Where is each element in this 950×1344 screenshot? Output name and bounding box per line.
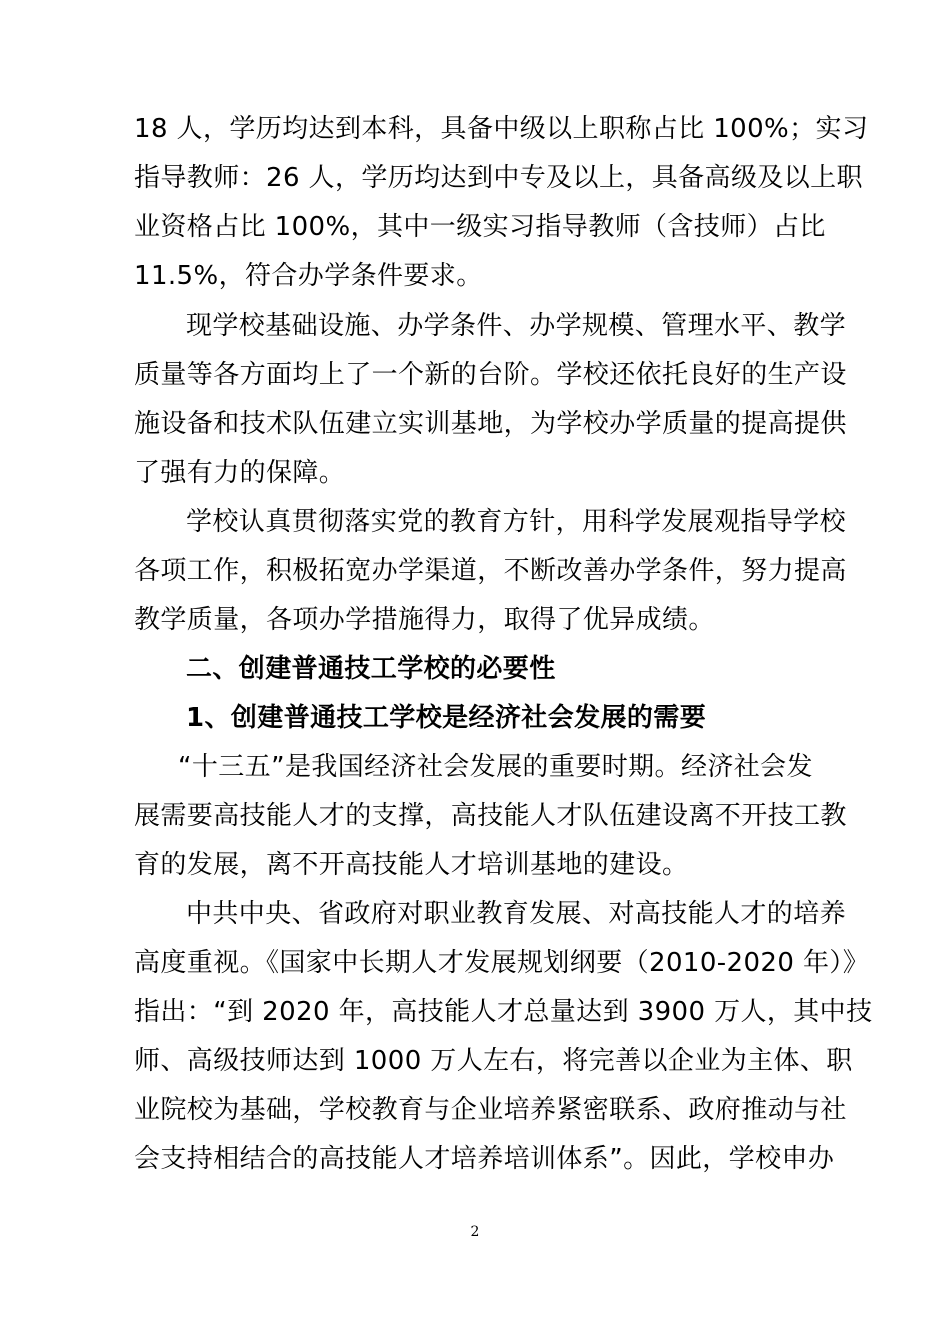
paragraph-start-line: 现学校基础设施、办学条件、办学规模、管理水平、教学 [186, 311, 847, 341]
body-text-line: 展需要高技能人才的支撑，高技能人才队伍建设离不开技工教 [134, 801, 847, 831]
page-number: 2 [470, 1224, 480, 1240]
paragraph-start-line: 中共中央、省政府对职业教育发展、对高技能人才的培养 [186, 899, 847, 929]
section-heading: 二、创建普通技工学校的必要性 [186, 654, 556, 684]
body-text-line: 会支持相结合的高技能人才培养培训体系”。因此，学校申办 [134, 1144, 835, 1174]
body-text-line: 指导教师：26 人，学历均达到中专及以上，具备高级及以上职 [134, 163, 863, 193]
body-text-line: 各项工作，积极拓宽办学渠道，不断改善办学条件，努力提高 [134, 556, 847, 586]
body-text-line: 质量等各方面均上了一个新的台阶。学校还依托良好的生产设 [134, 360, 847, 390]
body-text-line: 指出：“到 2020 年，高技能人才总量达到 3900 万人，其中技 [134, 997, 873, 1027]
paragraph-start-line: 学校认真贯彻落实党的教育方针，用科学发展观指导学校 [186, 507, 847, 537]
body-text-line: 18 人，学历均达到本科，具备中级以上职称占比 100%；实习 [134, 114, 869, 144]
body-text-line: 业资格占比 100%，其中一级实习指导教师（含技师）占比 [134, 212, 826, 242]
body-text-line: 师、高级技师达到 1000 万人左右，将完善以企业为主体、职 [134, 1046, 853, 1076]
body-text-line: 业院校为基础，学校教育与企业培养紧密联系、政府推动与社 [134, 1095, 847, 1125]
body-text-line: 教学质量，各项办学措施得力，取得了优异成绩。 [134, 605, 715, 635]
paragraph-start-line: “十三五”是我国经济社会发展的重要时期。经济社会发 [178, 752, 813, 782]
body-text-line: 高度重视。《国家中长期人才发展规划纲要（2010-2020 年）》 [134, 948, 870, 978]
body-text-line: 11.5%，符合办学条件要求。 [134, 261, 483, 291]
body-text-line: 施设备和技术队伍建立实训基地，为学校办学质量的提高提供 [134, 409, 847, 439]
body-text-line: 育的发展，离不开高技能人才培训基地的建设。 [134, 850, 689, 880]
subsection-heading: 1、创建普通技工学校是经济社会发展的需要 [186, 703, 707, 733]
body-text-line: 了强有力的保障。 [134, 458, 346, 488]
